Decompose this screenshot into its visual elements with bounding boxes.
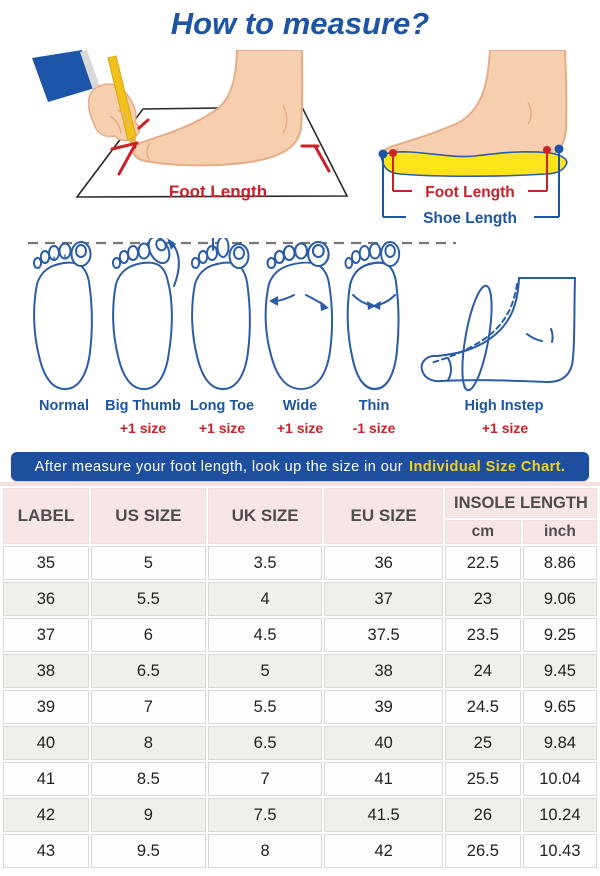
table-cell: 38 xyxy=(324,654,443,688)
foot-type-note-high-instep: +1 size xyxy=(481,420,529,436)
table-row xyxy=(3,690,597,724)
size-table-body xyxy=(3,546,597,868)
table-cell: 5.5 xyxy=(208,690,322,724)
header-uk-size: UK SIZE xyxy=(208,488,322,544)
table-cell: 26 xyxy=(445,798,521,832)
table-cell: 5 xyxy=(91,546,206,580)
table-cell: 8.5 xyxy=(91,762,206,796)
foot-high-instep xyxy=(422,278,575,392)
table-cell: 9 xyxy=(91,798,206,832)
table-cell: 9.5 xyxy=(91,834,206,868)
table-cell: 42 xyxy=(3,798,89,832)
table-cell: 37 xyxy=(3,618,89,652)
table-cell: 10.04 xyxy=(523,762,597,796)
instruction-banner xyxy=(11,452,589,481)
header-label: LABEL xyxy=(3,488,89,544)
foot-type-note-thin: -1 size xyxy=(352,420,396,436)
foot-type-note-wide: +1 size xyxy=(276,420,324,436)
foot-normal xyxy=(34,242,92,389)
foot-length-caption: Foot Length xyxy=(168,182,268,201)
foot-long-toe xyxy=(192,238,250,389)
table-cell: 8 xyxy=(208,834,322,868)
table-cell: 6.5 xyxy=(91,654,206,688)
foot-big-thumb xyxy=(113,238,179,389)
table-row xyxy=(3,798,597,832)
banner-text: After measure your foot length, look up the size in our xyxy=(34,458,403,475)
table-cell: 25 xyxy=(445,726,521,760)
table-cell: 6.5 xyxy=(208,726,322,760)
table-cell: 39 xyxy=(324,690,443,724)
table-cell: 23.5 xyxy=(445,618,521,652)
foot-type-label-big-thumb: Big Thumb xyxy=(105,398,181,414)
table-cell: 36 xyxy=(324,546,443,580)
table-cell: 25.5 xyxy=(445,762,521,796)
insole xyxy=(382,152,567,176)
page-title: How to measure? xyxy=(170,6,430,41)
table-row xyxy=(3,582,597,616)
foot-type-label-normal: Normal xyxy=(39,398,89,414)
shoe-length-caption: Shoe Length xyxy=(423,210,517,227)
foot-type-label-wide: Wide xyxy=(282,398,318,414)
header-inch: inch xyxy=(523,520,597,544)
foot-type-note-long-toe: +1 size xyxy=(198,420,246,436)
table-row xyxy=(3,654,597,688)
foot-type-note-big-thumb: +1 size xyxy=(119,420,167,436)
table-cell: 9.84 xyxy=(523,726,597,760)
table-cell: 22.5 xyxy=(445,546,521,580)
table-cell: 7 xyxy=(208,762,322,796)
table-cell: 36 xyxy=(3,582,89,616)
table-cell: 4 xyxy=(208,582,322,616)
banner-highlight: Individual Size Chart. xyxy=(409,458,566,475)
table-cell: 7 xyxy=(91,690,206,724)
table-row xyxy=(3,762,597,796)
foot-types-diagram xyxy=(0,238,600,400)
header-cm: cm xyxy=(445,520,521,544)
table-cell: 9.45 xyxy=(523,654,597,688)
table-row xyxy=(3,546,597,580)
size-chart-table xyxy=(1,486,599,870)
header-us-size: US SIZE xyxy=(91,488,206,544)
table-cell: 40 xyxy=(3,726,89,760)
header-eu-size: EU SIZE xyxy=(324,488,443,544)
table-cell: 26.5 xyxy=(445,834,521,868)
table-cell: 6 xyxy=(91,618,206,652)
table-row xyxy=(3,726,597,760)
foot-thin xyxy=(345,242,399,389)
table-cell: 40 xyxy=(324,726,443,760)
foot-side-view xyxy=(133,50,302,165)
table-cell: 41 xyxy=(3,762,89,796)
table-row xyxy=(3,834,597,868)
table-cell: 42 xyxy=(324,834,443,868)
table-cell: 4.5 xyxy=(208,618,322,652)
foot-type-label-long-toe: Long Toe xyxy=(189,398,255,414)
table-cell: 38 xyxy=(3,654,89,688)
table-cell: 3.5 xyxy=(208,546,322,580)
table-cell: 41.5 xyxy=(324,798,443,832)
table-cell: 8 xyxy=(91,726,206,760)
header-insole-length: INSOLE LENGTH xyxy=(445,488,597,518)
table-cell: 35 xyxy=(3,546,89,580)
insole-measure-illustration xyxy=(360,50,600,232)
foot-type-label-thin: Thin xyxy=(358,398,390,414)
table-cell: 9.06 xyxy=(523,582,597,616)
table-cell: 8.86 xyxy=(523,546,597,580)
table-cell: 41 xyxy=(324,762,443,796)
table-cell: 37.5 xyxy=(324,618,443,652)
foot-tracing-illustration xyxy=(0,50,360,232)
table-cell: 37 xyxy=(324,582,443,616)
table-cell: 10.24 xyxy=(523,798,597,832)
foot-on-insole xyxy=(383,50,567,165)
table-row xyxy=(3,618,597,652)
table-cell: 5 xyxy=(208,654,322,688)
foot-type-label-high-instep: High Instep xyxy=(464,398,544,414)
foot-length-caption: Foot Length xyxy=(425,184,515,201)
foot-wide xyxy=(266,242,332,389)
table-cell: 10.43 xyxy=(523,834,597,868)
table-cell: 24.5 xyxy=(445,690,521,724)
table-cell: 7.5 xyxy=(208,798,322,832)
table-cell: 43 xyxy=(3,834,89,868)
table-cell: 23 xyxy=(445,582,521,616)
table-cell: 24 xyxy=(445,654,521,688)
table-cell: 9.25 xyxy=(523,618,597,652)
table-cell: 5.5 xyxy=(91,582,206,616)
table-cell: 9.65 xyxy=(523,690,597,724)
table-cell: 39 xyxy=(3,690,89,724)
